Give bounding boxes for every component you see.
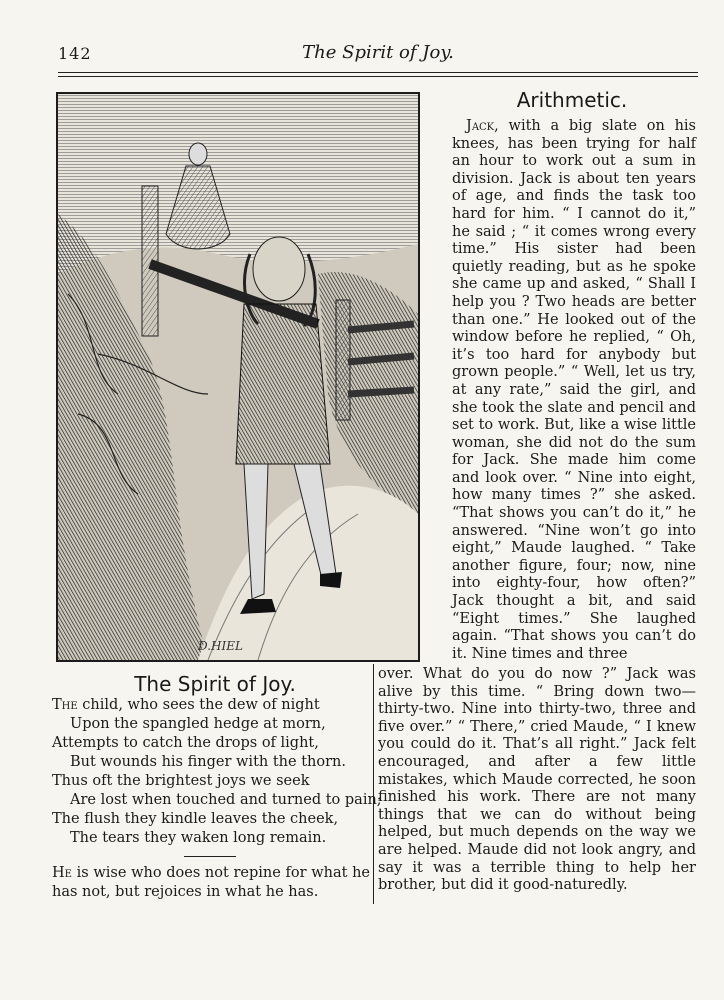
maxim-lead-word: He: [52, 865, 72, 881]
poem-title: The Spirit of Joy.: [134, 672, 296, 696]
header-rule-thin: [58, 76, 698, 77]
poem-body: [52, 696, 382, 848]
arithmetic-lead-word: Jack: [466, 118, 495, 134]
section-divider: [184, 856, 236, 857]
maxim: He is wise who does not repine for what he has not, but rejoices in what he has.: [52, 865, 370, 900]
poem-line: But wounds his finger with the thorn.: [70, 754, 346, 770]
arithmetic-text-top: , with a big slate on his knees, has been trying for half an hour to work out a sum in division. Jack is about ten years of age, and finds the task too hard for him. “ I cannot do it,” he said ; “ it comes wrong every time.” His sister had been quietly reading, but as he spoke she came up and asked, “ Shall I help you ? Two heads are better than one.” He looked out of the window before he replied, “ Oh, it’s too hard for anybody but grown people.” “ Well, let us try, at any rate,” said the girl, and she took the slate and pencil and set to work. But, like a wise little woman, she did not do the sum for Jack. She made him come and look over. “ Nine into eight, how many times ?” she asked. “That shows you can’t do it,” he answered. “Nine won’t go into eight,” Maude laughed. “ Take another figure, four; now, nine into eighty-four, how often?” Jack thought a bit, and said “Eight times.” She laughed again. “That shows you can’t do it. Nine times and three: [452, 118, 696, 662]
engraving-boy-on-path: [56, 92, 420, 662]
arithmetic-body-bottom: [378, 666, 696, 895]
column-divider: [373, 664, 374, 904]
arithmetic-text-bottom: over. What do you do now ?” Jack was alive by this time. “ Bring down two—thirty-two. Nine into thirty-two, three and five over.” “ There,” cried Maude, “ I knew you could do it. That’s all right.” Jack felt encouraged, and after a few little mistakes, which Maude corrected, he soon finished his work. There are not many things that we can do without being helped, but much depends on the way we are helped. Maude did not look angry, and say it was a terrible thing to help her brother, but did it good-naturedly.: [378, 666, 696, 894]
poem-line: Attempts to catch the drops of light,: [52, 735, 319, 751]
header-rule: [58, 72, 698, 73]
poem-line: Thus oft the brightest joys we seek: [52, 773, 310, 789]
poem-lead-word: The: [52, 697, 78, 713]
running-title: The Spirit of Joy.: [302, 42, 454, 63]
artist-signature: D.HIEL: [198, 639, 243, 653]
page-number: 142: [58, 44, 92, 63]
article-title-arithmetic: Arithmetic.: [516, 88, 628, 112]
poem-line: The child, who sees the dew of night: [52, 697, 320, 713]
poem-line: The flush they kindle leaves the cheek,: [52, 811, 339, 827]
poem-line: Are lost when touched and turned to pain;: [70, 792, 382, 808]
poem-line: Upon the spangled hedge at morn,: [70, 716, 326, 732]
poem-line: The tears they waken long remain.: [70, 830, 327, 846]
arithmetic-body-top: [452, 118, 696, 663]
